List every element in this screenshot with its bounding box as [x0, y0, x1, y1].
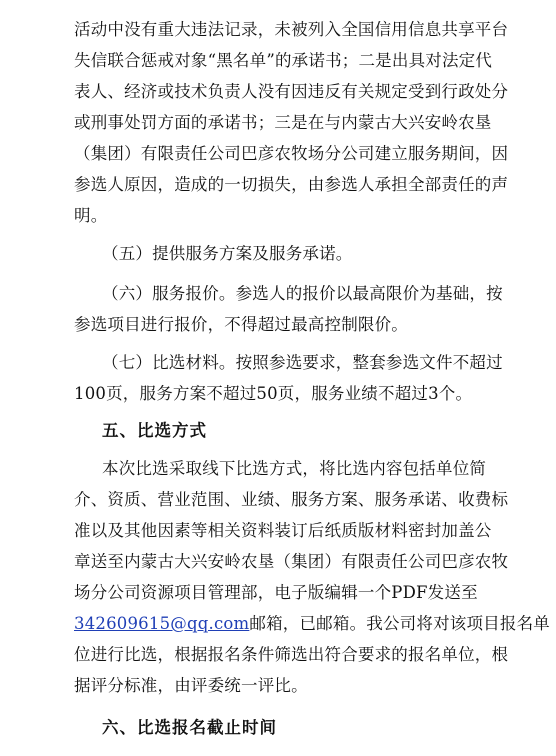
text-line: 章送至内蒙古大兴安岭农垦（集团）有限责任公司巴彦农牧 [74, 552, 509, 571]
text-line: 表人、经济或技术负责人没有因违反有关规定受到行政处分 [74, 82, 509, 101]
text-line: 本次比选采取线下比选方式，将比选内容包括单位简 [102, 459, 487, 478]
text-line: 场分公司资源项目管理部，电子版编辑一个PDF发送至 [74, 583, 478, 602]
email-suffix: 邮箱，已邮箱。我公司将对该项目报名单 [249, 614, 550, 633]
item-6-text: 参选项目进行报价，不得超过最高控制限价。 [74, 315, 408, 334]
section-heading: 六、比选报名截止时间 [102, 718, 277, 737]
item-7-text: （七）比选材料。按照参选要求，整套参选文件不超过 [102, 353, 503, 372]
text-line: 准以及其他因素等相关资料装订后纸质版材料密封加盖公 [74, 521, 492, 540]
text-line: 活动中没有重大违法记录，未被列入全国信用信息共享平台 [74, 20, 509, 39]
text-line: （集团）有限责任公司巴彦农牧场分公司建立服务期间，因 [74, 144, 509, 163]
item-7-text: 100页，服务方案不超过50页，服务业绩不超过3个。 [74, 384, 473, 403]
section-heading: 五、比选方式 [102, 421, 207, 440]
text-line: 位进行比选，根据报名条件筛选出符合要求的报名单位，根 [74, 645, 509, 664]
text-line: 参选人原因，造成的一切损失，由参选人承担全部责任的声 [74, 175, 509, 194]
item-6-text: （六）服务报价。参选人的报价以最高限价为基础，按 [102, 284, 503, 303]
text-line: 或刑事处罚方面的承诺书；三是在与内蒙古大兴安岭农垦 [74, 113, 492, 132]
item-5-text: （五）提供服务方案及服务承诺。 [102, 244, 353, 263]
email-line [74, 614, 550, 634]
text-line: 介、资质、营业范围、业绩、服务方案、服务承诺、收费标 [74, 490, 509, 509]
text-line: 失信联合惩戒对象“黑名单”的承诺书；二是出具对法定代 [74, 51, 493, 70]
text-line: 明。 [74, 206, 108, 225]
email-link[interactable]: 342609615@qq.com [74, 614, 250, 633]
text-line: 据评分标准，由评委统一评比。 [74, 676, 308, 695]
